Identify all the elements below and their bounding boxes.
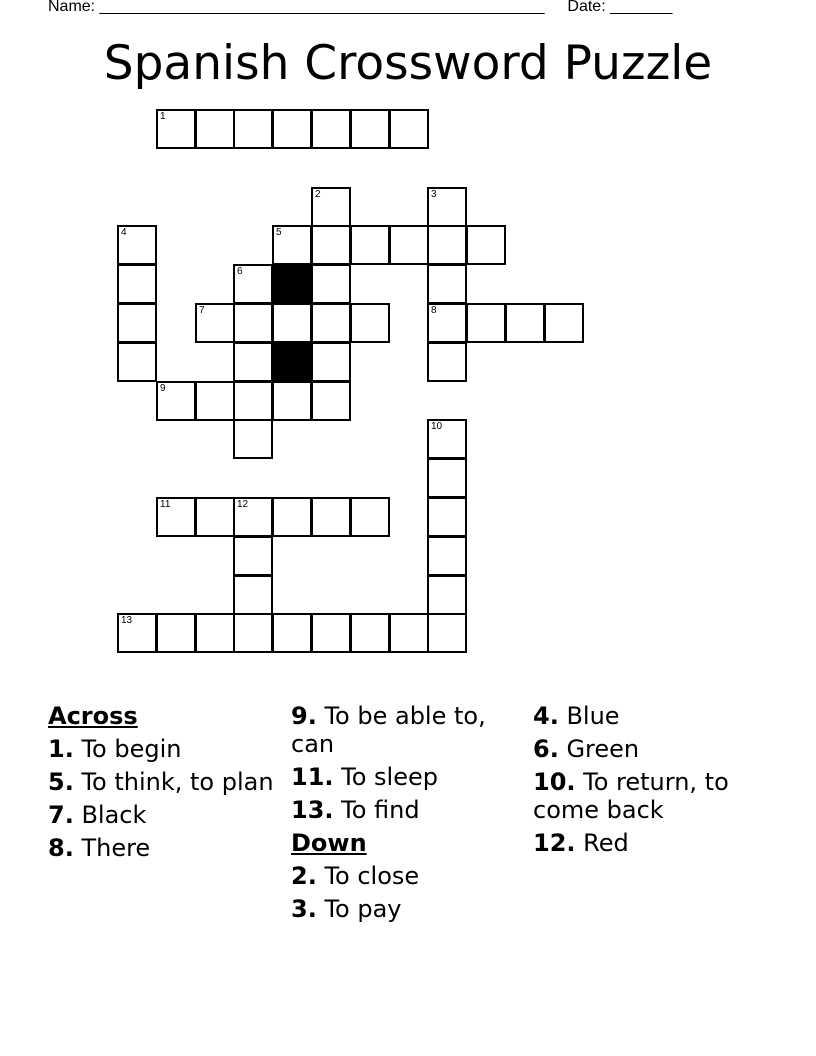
grid-cell[interactable] (311, 187, 351, 227)
grid-cell[interactable] (272, 381, 312, 421)
date-label: Date: (567, 0, 611, 15)
clue-down-4: 4. Blue (533, 702, 620, 730)
grid-cell[interactable] (544, 303, 584, 343)
clue-down-2: 2. To close (291, 862, 420, 890)
grid-cell[interactable] (311, 264, 351, 304)
cell-number: 3 (431, 189, 437, 200)
grid-cell[interactable] (466, 303, 506, 343)
grid-cell[interactable] (505, 303, 545, 343)
grid-block (272, 264, 312, 304)
grid-cell[interactable] (311, 342, 351, 382)
grid-cell[interactable] (195, 303, 235, 343)
grid-cell[interactable] (117, 303, 157, 343)
grid-cell[interactable] (272, 497, 312, 537)
page-title: Spanish Crossword Puzzle (103, 36, 713, 91)
grid-cell[interactable] (233, 264, 273, 304)
grid-cell[interactable] (272, 303, 312, 343)
clue-across-11: 11. To sleep (291, 763, 438, 791)
grid-block (272, 342, 312, 382)
grid-cell[interactable] (195, 381, 235, 421)
grid-cell[interactable] (156, 381, 196, 421)
grid-cell[interactable] (233, 303, 273, 343)
grid-cell[interactable] (350, 109, 390, 149)
grid-cell[interactable] (272, 613, 312, 653)
grid-cell[interactable] (427, 536, 467, 576)
grid-cell[interactable] (195, 613, 235, 653)
grid-cell[interactable] (117, 342, 157, 382)
cell-number: 12 (237, 499, 249, 510)
grid-cell[interactable] (350, 497, 390, 537)
grid-cell[interactable] (311, 109, 351, 149)
clue-across-9: 9. To be able to, can (291, 702, 486, 758)
cell-number: 7 (199, 305, 205, 316)
grid-cell[interactable] (311, 497, 351, 537)
grid-cell[interactable] (156, 613, 196, 653)
clue-column-2 (291, 702, 521, 928)
grid-cell[interactable] (427, 303, 467, 343)
grid-cell[interactable] (195, 109, 235, 149)
grid-cell[interactable] (311, 225, 351, 265)
grid-cell[interactable] (350, 225, 390, 265)
grid-cell[interactable] (233, 419, 273, 459)
grid-cell[interactable] (389, 225, 429, 265)
grid-cell[interactable] (427, 342, 467, 382)
cell-number: 2 (315, 189, 321, 200)
grid-cell[interactable] (233, 613, 273, 653)
grid-cell[interactable] (233, 381, 273, 421)
grid-cell[interactable] (272, 225, 312, 265)
grid-cell[interactable] (389, 109, 429, 149)
date-blank[interactable]: _______ (610, 0, 673, 15)
grid-cell[interactable] (195, 497, 235, 537)
cell-number: 6 (237, 266, 243, 277)
grid-cell[interactable] (233, 575, 273, 615)
clue-down-12: 12. Red (533, 829, 629, 857)
cell-number: 4 (121, 227, 127, 238)
down-heading: Down (291, 829, 367, 857)
grid-cell[interactable] (117, 613, 157, 653)
name-label: Name: (48, 0, 100, 15)
across-heading: Across (48, 702, 138, 730)
grid-cell[interactable] (466, 225, 506, 265)
name-date-line (48, 0, 672, 16)
grid-cell[interactable] (427, 613, 467, 653)
clue-across-7: 7. Black (48, 801, 147, 829)
cell-number: 9 (160, 383, 166, 394)
grid-cell[interactable] (427, 497, 467, 537)
cell-number: 10 (431, 421, 443, 432)
grid-cell[interactable] (156, 497, 196, 537)
grid-cell[interactable] (427, 187, 467, 227)
clue-across-1: 1. To begin (48, 735, 182, 763)
clue-column-3 (533, 702, 763, 862)
grid-cell[interactable] (350, 613, 390, 653)
cell-number: 5 (276, 227, 282, 238)
cell-number: 8 (431, 305, 437, 316)
grid-cell[interactable] (427, 575, 467, 615)
grid-cell[interactable] (233, 342, 273, 382)
name-blank[interactable]: __________________________________________________ (99, 0, 545, 15)
grid-cell[interactable] (389, 613, 429, 653)
cell-number: 1 (160, 111, 166, 122)
clue-down-10: 10. To return, to come back (533, 768, 729, 824)
grid-cell[interactable] (427, 419, 467, 459)
grid-cell[interactable] (311, 613, 351, 653)
grid-cell[interactable] (117, 225, 157, 265)
grid-cell[interactable] (427, 225, 467, 265)
grid-cell[interactable] (350, 303, 390, 343)
grid-cell[interactable] (311, 303, 351, 343)
grid-cell[interactable] (311, 381, 351, 421)
grid-cell[interactable] (117, 264, 157, 304)
clue-across-13: 13. To find (291, 796, 420, 824)
grid-cell[interactable] (233, 536, 273, 576)
grid-cell[interactable] (272, 109, 312, 149)
grid-cell[interactable] (427, 458, 467, 498)
grid-cell[interactable] (233, 109, 273, 149)
grid-cell[interactable] (427, 264, 467, 304)
clue-down-6: 6. Green (533, 735, 640, 763)
cell-number: 11 (160, 499, 171, 510)
clue-column-1 (48, 702, 278, 867)
grid-cell[interactable] (156, 109, 196, 149)
cell-number: 13 (121, 615, 133, 626)
clue-across-8: 8. There (48, 834, 151, 862)
clue-across-5: 5. To think, to plan (48, 768, 274, 796)
clue-down-3: 3. To pay (291, 895, 402, 923)
grid-cell[interactable] (233, 497, 273, 537)
